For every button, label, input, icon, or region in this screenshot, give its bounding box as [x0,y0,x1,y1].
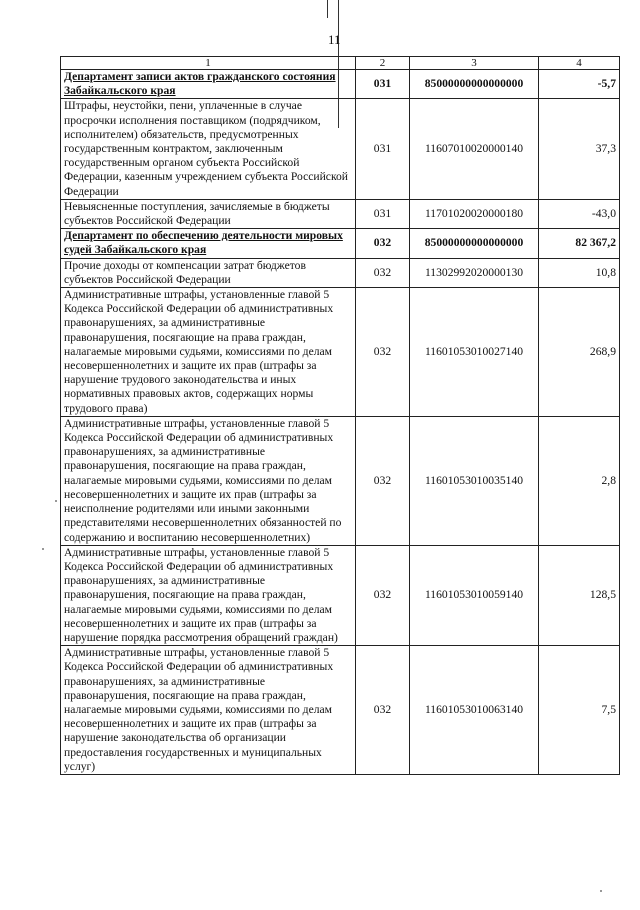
row-name: Административные штрафы, установленные главой 5 Кодекса Российской Федерации об административных правонарушениях, за административные правонарушения, посягающие на права граждан, налагаемые мировыми судьями, комиссиями по делам несовершеннолетних и защите их прав (штрафы за нарушение законодательства об организации предоставления государственных и муниципальных услуг) [61,646,356,775]
table-row [61,258,620,287]
scan-speck [55,500,57,502]
row-name: Департамент записи актов гражданского состояния Забайкальского края [61,70,356,99]
row-admin-code: 031 [356,70,410,99]
row-admin-code: 031 [356,99,410,199]
department-row [61,229,620,258]
row-admin-code: 031 [356,199,410,228]
row-amount: 2,8 [539,416,620,545]
row-budget-code: 11601053010035140 [410,416,539,545]
row-name: Административные штрафы, установленные главой 5 Кодекса Российской Федерации об административных правонарушениях, за административные правонарушения, посягающие на права граждан, налагаемые мировыми судьями, комиссиями по делам несовершеннолетних и защите их прав (штрафы за неисполнение родителями или иными законными представителями несовершеннолетних обязанностей по содержанию и воспитанию несовершеннолетних) [61,416,356,545]
column-header: 2 [356,57,410,70]
row-name: Административные штрафы, установленные главой 5 Кодекса Российской Федерации об административных правонарушениях, за административные правонарушения, посягающие на права граждан, налагаемые мировыми судьями, комиссиями по делам несовершеннолетних и защите их прав (штрафы за нарушение порядка рассмотрения обращений граждан) [61,545,356,645]
row-budget-code: 11302992020000130 [410,258,539,287]
row-name: Департамент по обеспечению деятельности мировых судей Забайкальского края [61,229,356,258]
row-name: Штрафы, неустойки, пени, уплаченные в случае просрочки исполнения поставщиком (подрядчиком, исполнителем) обязательств, предусмотренных государственным контрактом, заключенным государственным органом субъекта Российской Федерации, казенным учреждением субъекта Российской Федерации [61,99,356,199]
scan-artifact-line [327,0,328,18]
row-budget-code: 85000000000000000 [410,70,539,99]
row-budget-code: 11701020020000180 [410,199,539,228]
row-budget-code: 11601053010027140 [410,288,539,417]
row-amount: 10,8 [539,258,620,287]
scan-speck [42,548,44,550]
department-row [61,70,620,99]
page-number: 11 [328,32,341,47]
table-row [61,199,620,228]
row-amount: 82 367,2 [539,229,620,258]
row-name: Прочие доходы от компенсации затрат бюджетов субъектов Российской Федерации [61,258,356,287]
row-budget-code: 85000000000000000 [410,229,539,258]
table-row [61,99,620,199]
row-amount: 37,3 [539,99,620,199]
row-amount: -5,7 [539,70,620,99]
row-admin-code: 032 [356,545,410,645]
row-admin-code: 032 [356,416,410,545]
row-admin-code: 032 [356,229,410,258]
table-header-row [61,57,620,70]
row-budget-code: 11601053010063140 [410,646,539,775]
row-name: Невыясненные поступления, зачисляемые в бюджеты субъектов Российской Федерации [61,199,356,228]
row-admin-code: 032 [356,646,410,775]
revenue-table [60,56,620,775]
row-amount: 7,5 [539,646,620,775]
column-header: 1 [61,57,356,70]
row-budget-code: 11601053010059140 [410,545,539,645]
row-admin-code: 032 [356,288,410,417]
table-row [61,646,620,775]
row-budget-code: 11607010020000140 [410,99,539,199]
row-admin-code: 032 [356,258,410,287]
row-amount: 268,9 [539,288,620,417]
table-row [61,288,620,417]
column-header: 3 [410,57,539,70]
table-row [61,545,620,645]
row-name: Административные штрафы, установленные главой 5 Кодекса Российской Федерации об административных правонарушениях, за административные правонарушения, посягающие на права граждан, налагаемые мировыми судьями, комиссиями по делам несовершеннолетних и защите их прав (штрафы за нарушение трудового законодательства и иных нормативных правовых актов, содержащих нормы трудового права) [61,288,356,417]
scan-speck [600,890,602,892]
column-header: 4 [539,57,620,70]
table-row [61,416,620,545]
row-amount: -43,0 [539,199,620,228]
row-amount: 128,5 [539,545,620,645]
